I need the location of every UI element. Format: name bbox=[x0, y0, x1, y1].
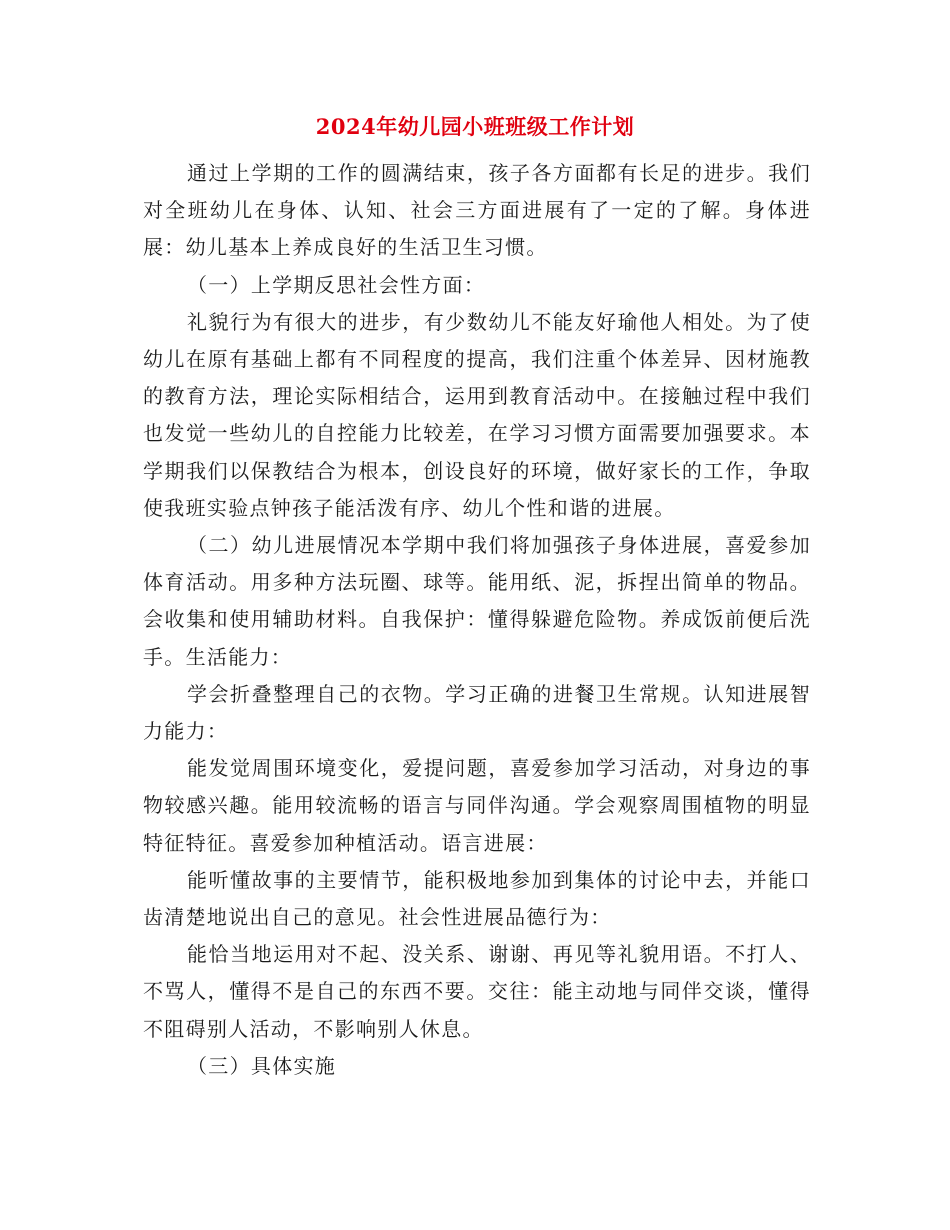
paragraph-social-reflection: 礼貌行为有很大的进步，有少数幼儿不能友好瑜他人相处。为了使幼儿在原有基础上都有不同程度的提高，我们注重个体差异、因材施教的教育方法，理论实际相结合，运用到教育活动中。在接触过程中我们也发觉一些幼儿的自控能力比较差，在学习习惯方面需要加强要求。本学期我们以保教结合为根本，创设良好的环境，做好家长的工作，争取使我班实验点钟孩子能活泼有序、幼儿个性和谐的进展。 bbox=[143, 309, 811, 520]
paragraph-social-behavior: 能恰当地运用对不起、没关系、谢谢、再见等礼貌用语。不打人、不骂人，懂得不是自己的东西不要。交往：能主动地与同伴交谈，懂得不阻碍别人活动，不影响别人休息。 bbox=[143, 942, 811, 1041]
paragraph-language: 能听懂故事的主要情节，能积极地参加到集体的讨论中去，并能口齿清楚地说出自己的意见。社会性进展品德行为： bbox=[143, 867, 811, 930]
paragraph-cognition: 能发觉周围环境变化，爱提问题，喜爱参加学习活动，对身边的事物较感兴趣。能用较流畅的语言与同伴沟通。学会观察周围植物的明显特征特征。喜爱参加种植活动。语言进展： bbox=[143, 756, 811, 855]
document-body bbox=[143, 155, 811, 1085]
paragraph-intro: 通过上学期的工作的圆满结束，孩子各方面都有长足的进步。我们对全班幼儿在身体、认知、社会三方面进展有了一定的了解。身体进展：幼儿基本上养成良好的生活卫生习惯。 bbox=[143, 161, 811, 260]
section-heading-3: （三）具体实施 bbox=[187, 1053, 337, 1078]
section-heading-2-paragraph: （二）幼儿进展情况本学期中我们将加强孩子身体进展，喜爱参加体育活动。用多种方法玩圈、球等。能用纸、泥，拆捏出简单的物品。会收集和使用辅助材料。自我保护：懂得躲避危险物。养成饭前便后洗手。生活能力： bbox=[143, 533, 811, 669]
document-title: 2024年幼儿园小班班级工作计划 bbox=[315, 114, 635, 139]
section-heading-1: （一）上学期反思社会性方面： bbox=[187, 272, 486, 297]
paragraph-life-skills: 学会折叠整理自己的衣物。学习正确的进餐卫生常规。认知进展智力能力： bbox=[143, 681, 811, 744]
